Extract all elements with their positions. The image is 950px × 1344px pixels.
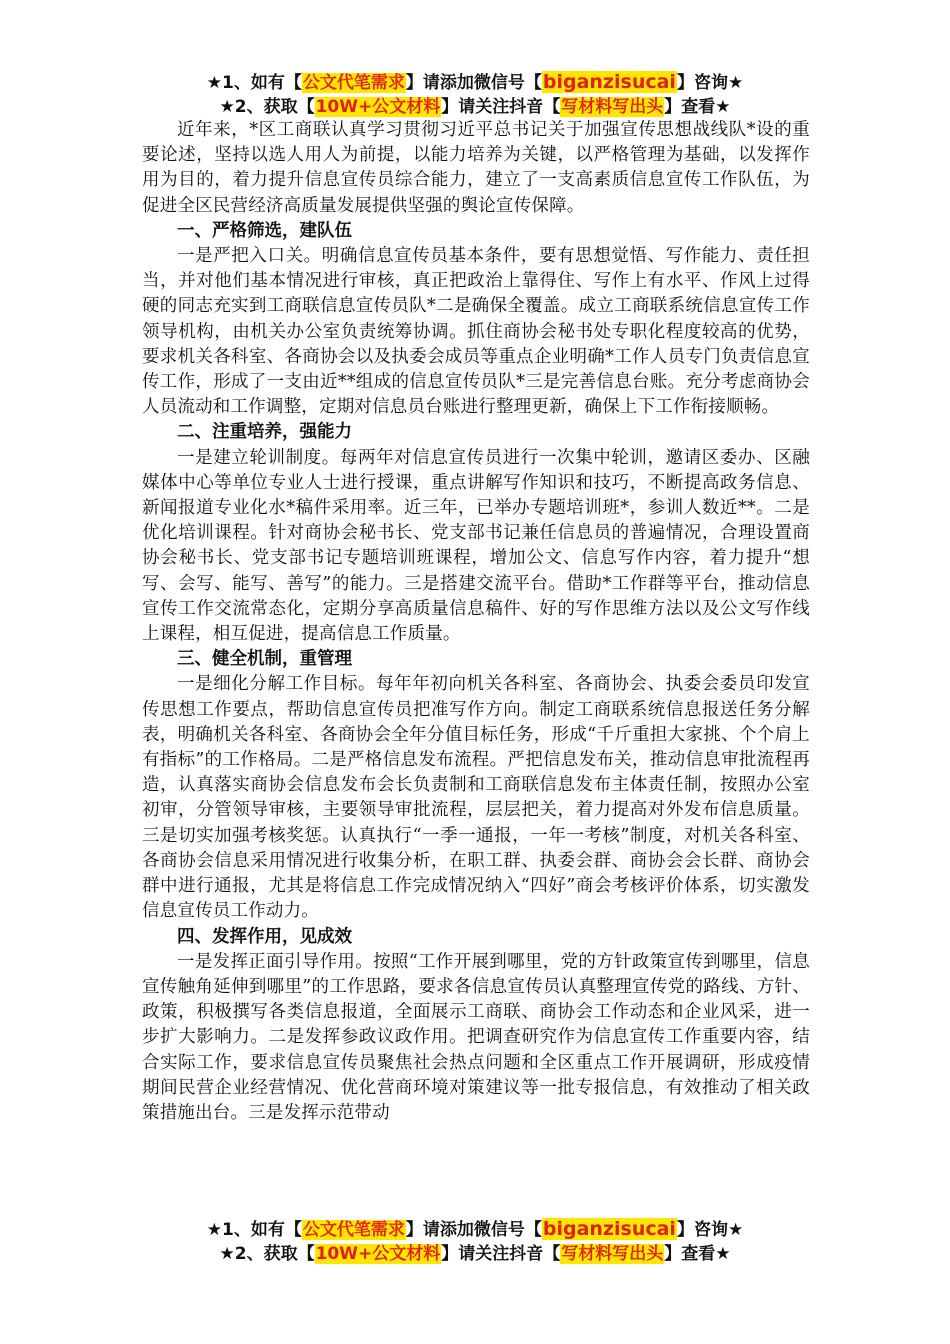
banner-prefix: ★2、获取【 xyxy=(219,97,315,117)
section-3-paragraph: 一是细化分解工作目标。每年年初向机关各科室、各商协会、执委会委员印发宣传思想工作要点，帮助信息宣传员把准写作方向。制定工商联系统信息报送任务分解表，明确机关各科室、各商协会全年分值目标任务，形成“千斤重担大家挑、个个肩上有指标”的工作格局。二是严格信息发布流程。严把信息发布关，推动信息审批流程再造，认真落实商协会信息发布会长负责制和工商联信息发布主体责任制，按照办公室初审，分管领导审核，主要领导审批流程，层层把关，着力提高对外发布信息质量。三是切实加强考核奖惩。认真执行“一季一通报，一年一考核”制度，对机关各科室、各商协会信息采用情况进行收集分析，在职工群、执委会群、商协会会长群、商协会群中进行通报，尤其是将信息工作完成情况纳入“四好”商会考核评价体系，切实激发信息宣传员工作动力。 xyxy=(142,674,810,922)
bottom-banner-line-2 xyxy=(0,1242,950,1266)
banner-highlight-wechat-id: biganzisucai xyxy=(542,71,676,93)
top-banner-line-2 xyxy=(0,95,950,119)
section-1-heading: 一、严格筛选，建队伍 xyxy=(177,220,352,241)
section-4-heading: 四、发挥作用，见成效 xyxy=(177,926,352,947)
banner-prefix: ★1、如有【 xyxy=(206,1220,302,1240)
banner-prefix: ★2、获取【 xyxy=(219,1244,315,1264)
banner-prefix: ★1、如有【 xyxy=(206,73,302,93)
banner-middle: 】请关注抖音【 xyxy=(441,1244,561,1264)
banner-highlight-materials: 10W+公文材料 xyxy=(315,97,441,117)
top-banner-line-1 xyxy=(0,70,950,95)
banner-highlight-douyin: 写材料写出头 xyxy=(561,97,664,117)
section-2-heading: 二、注重培养，强能力 xyxy=(177,422,352,443)
banner-highlight-ghostwriting: 公文代笔需求 xyxy=(302,73,405,93)
banner-suffix: 】查看★ xyxy=(664,1244,731,1264)
intro-paragraph: 近年来，*区工商联认真学习贯彻习近平总书记关于加强宣传思想战线队*设的重要论述，坚持以选人用人为前提，以能力培养为关键，以严格管理为基础，以发挥作用为目的，着力提升信息宣传员综合能力，建立了一支高素质信息宣传工作队伍，为促进全区民营经济高质量发展提供坚强的舆论宣传保障。 xyxy=(142,120,810,216)
banner-highlight-wechat-id: biganzisucai xyxy=(542,1218,676,1240)
banner-highlight-materials: 10W+公文材料 xyxy=(315,1244,441,1264)
banner-suffix: 】咨询★ xyxy=(676,73,744,93)
document-body xyxy=(142,118,810,1126)
section-3-heading: 三、健全机制，重管理 xyxy=(177,649,352,670)
banner-highlight-douyin: 写材料写出头 xyxy=(561,1244,664,1264)
banner-middle: 】请添加微信号【 xyxy=(405,73,542,93)
banner-middle: 】请关注抖音【 xyxy=(441,97,561,117)
section-4-paragraph: 一是发挥正面引导作用。按照“工作开展到哪里，党的方针政策宣传到哪里，信息宣传触角延伸到哪里”的工作思路，要求各信息宣传员认真整理宣传党的路线、方针、政策，积极撰写各类信息报道，全面展示工商联、商协会工作动态和企业风采，进一步扩大影响力。二是发挥参政议政作用。把调查研究作为信息宣传工作重要内容，结合实际工作，要求信息宣传员聚焦社会热点问题和全区重点工作开展调研，形成疫情期间民营企业经营情况、优化营商环境对策建议等一批专报信息，有效推动了相关政策措施出台。三是发挥示范带动 xyxy=(142,951,810,1123)
banner-highlight-ghostwriting: 公文代笔需求 xyxy=(302,1220,405,1240)
section-2-paragraph: 一是建立轮训制度。每两年对信息宣传员进行一次集中轮训，邀请区委办、区融媒体中心等单位专业人士进行授课，重点讲解写作知识和技巧，不断提高政务信息、新闻报道专业化水*稿件采用率。近三年，已举办专题培训班*，参训人数近**。二是优化培训课程。针对商协会秘书长、党支部书记兼任信息员的普遍情况，合理设置商协会秘书长、党支部书记专题培训班课程，增加公文、信息写作内容，着力提升“想写、会写、能写、善写”的能力。三是搭建交流平台。借助*工作群等平台，推动信息宣传工作交流常态化，定期分享高质量信息稿件、好的写作思维方法以及公文写作线上课程，相互促进，提高信息工作质量。 xyxy=(142,447,810,645)
banner-suffix: 】咨询★ xyxy=(676,1220,744,1240)
banner-middle: 】请添加微信号【 xyxy=(405,1220,542,1240)
section-1-paragraph: 一是严把入口关。明确信息宣传员基本条件，要有思想觉悟、写作能力、责任担当，并对他们基本情况进行审核，真正把政治上靠得住、写作上有水平、作风上过得硬的同志充实到工商联信息宣传员队*二是确保全覆盖。成立工商联系统信息宣传工作领导机构，由机关办公室负责统筹协调。抓住商协会秘书处专职化程度较高的优势，要求机关各科室、各商协会以及执委会成员等重点企业明确*工作人员专门负责信息宣传工作，形成了一支由近**组成的信息宣传员队*三是完善信息台账。充分考虑商协会人员流动和工作调整，定期对信息员台账进行整理更新，确保上下工作衔接顺畅。 xyxy=(142,246,810,418)
bottom-banner-line-1 xyxy=(0,1217,950,1242)
banner-suffix: 】查看★ xyxy=(664,97,731,117)
